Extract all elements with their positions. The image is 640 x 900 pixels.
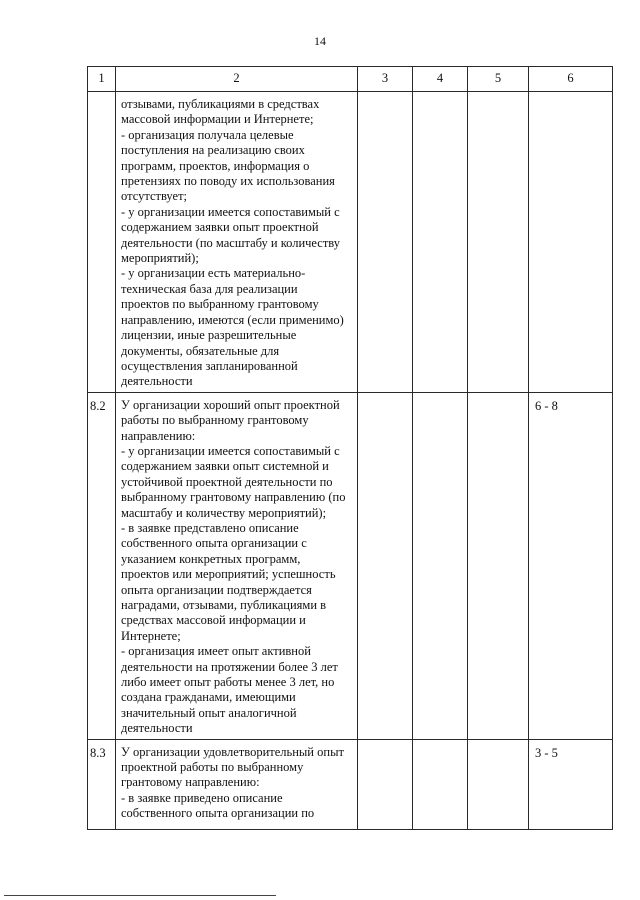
row-score-cell: 6 - 8 — [529, 392, 613, 739]
description-line: выбранному грантовому направлению (по — [121, 490, 346, 505]
description-line: лицензии, иные разрешительные — [121, 328, 297, 343]
description-line: отсутствует; — [121, 189, 188, 204]
footer-rule — [4, 895, 276, 896]
description-line: направлению, имеются (если применимо) — [121, 312, 344, 327]
description-line: создана гражданами, имеющими — [121, 690, 296, 705]
description-line: - в заявке приведено описание — [121, 790, 283, 805]
page-number: 14 — [314, 34, 326, 48]
column-header-1: 1 — [88, 67, 116, 92]
description-line: - организация имеет опыт активной — [121, 644, 311, 659]
description-line: У организации хороший опыт проектной — [121, 397, 340, 412]
description-line: осуществления запланированной — [121, 358, 298, 373]
table-row — [88, 392, 613, 739]
description-line: проектов или мероприятий; успешность — [121, 567, 336, 582]
description-line: претензиях по поводу их использования — [121, 174, 335, 189]
description-line: деятельности — [121, 374, 193, 389]
description-line: опыта организации подтверждается — [121, 582, 312, 597]
description-line: либо имеет опыт работы менее 3 лет, но — [121, 675, 335, 690]
row-number-cell: 8.2 — [88, 392, 116, 739]
description-line: значительный опыт аналогичной — [121, 705, 297, 720]
row-cell-col4 — [413, 392, 468, 739]
description-line: собственного опыта организации с — [121, 536, 307, 551]
row-cell-col5 — [468, 392, 529, 739]
description-line: деятельности на протяжении более 3 лет — [121, 659, 338, 674]
description-line: наградами, отзывами, публикациями в — [121, 598, 327, 612]
column-header-4: 4 — [413, 67, 468, 92]
column-header-5: 5 — [468, 67, 529, 92]
description-line: программ, проектов, информация о — [121, 158, 310, 173]
row-cell-col4 — [413, 739, 468, 829]
description-line: - организация получала целевые — [121, 127, 294, 142]
description-line: документы, обязательные для — [121, 343, 280, 358]
description-line: направлению: — [121, 428, 196, 443]
row-number-cell: 8.3 — [88, 739, 116, 829]
description-line: проектной работы по выбранному — [121, 760, 304, 775]
row-cell-col3 — [358, 392, 413, 739]
description-line: средствах массовой информации и — [121, 613, 306, 628]
description-line: мероприятий); — [121, 251, 199, 266]
table-row — [88, 739, 613, 829]
column-header-6: 6 — [529, 67, 613, 92]
row-description-cell — [116, 392, 358, 739]
description-line: устойчивой проектной деятельности по — [121, 474, 333, 489]
description-line: содержанием заявки опыт системной и — [121, 459, 329, 474]
description-line: техническая база для реализации — [121, 281, 298, 296]
row-cell-col4 — [413, 92, 468, 393]
description-line: собственного опыта организации по — [121, 806, 315, 821]
row-cell-col3 — [358, 739, 413, 829]
description-line: деятельности (по масштабу и количеству — [121, 235, 341, 250]
row-score-cell: 3 - 5 — [529, 739, 613, 829]
description-line: - у организации имеется сопоставимый с — [121, 443, 340, 458]
description-line: грантовому направлению: — [121, 775, 260, 790]
description-line: отзывами, публикациями в средствах — [121, 97, 320, 111]
row-cell-col3 — [358, 92, 413, 393]
row-cell-col5 — [468, 739, 529, 829]
column-header-2: 2 — [116, 67, 358, 92]
description-line: У организации удовлетворительный опыт — [121, 744, 344, 759]
description-line: содержанием заявки опыт проектной — [121, 220, 319, 235]
description-line: - в заявке представлено описание — [121, 520, 299, 535]
description-line: указанием конкретных программ, — [121, 551, 301, 566]
column-header-3: 3 — [358, 67, 413, 92]
table-row — [88, 92, 613, 393]
description-line: Интернете; — [121, 628, 181, 643]
row-description-cell — [116, 739, 358, 829]
description-line: масштабу и количеству мероприятий); — [121, 505, 327, 520]
description-line: деятельности — [121, 721, 193, 736]
table-header-row — [88, 67, 613, 92]
description-line: работы по выбранному грантовому — [121, 413, 309, 428]
description-line: поступления на реализацию своих — [121, 143, 305, 158]
row-number-cell — [88, 92, 116, 393]
description-line: проектов по выбранному грантовому — [121, 297, 319, 312]
row-description-cell — [116, 92, 358, 393]
row-cell-col5 — [468, 92, 529, 393]
criteria-table — [87, 66, 613, 830]
description-line: - у организации есть материально- — [121, 266, 306, 281]
row-score-cell — [529, 92, 613, 393]
description-line: массовой информации и Интернете; — [121, 112, 314, 127]
description-line: - у организации имеется сопоставимый с — [121, 204, 340, 219]
